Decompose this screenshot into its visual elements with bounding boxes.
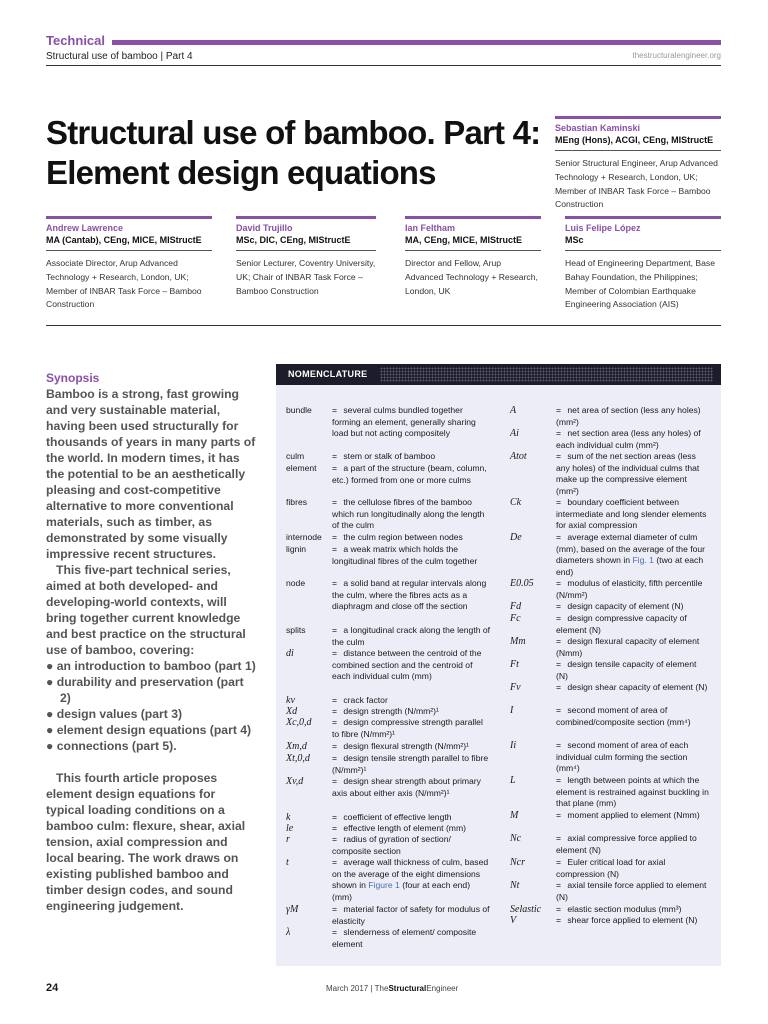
nomenclature-row [286, 904, 491, 927]
equals-sign: = [332, 904, 338, 914]
nomenclature-definition [556, 810, 710, 822]
nomenclature-definition [332, 532, 491, 544]
author-bar [565, 216, 721, 219]
author-bio: Director and Fellow, Arup Advanced Technology + Research, London, UK [405, 258, 538, 296]
definition-text: effective length of element (mm) [341, 823, 466, 833]
definition-text: coefficient of effective length [341, 812, 452, 822]
nomenclature-definition [332, 695, 491, 707]
definition-text: a weak matrix which holds the longitudinal fibres of the culm together [332, 544, 478, 566]
author-bar [405, 216, 541, 219]
nomenclature-term: Xv,d [286, 776, 304, 787]
equals-sign: = [332, 717, 338, 727]
nomenclature-term: Ck [510, 497, 522, 508]
nomenclature-definition [556, 915, 710, 927]
nomenclature-row [286, 497, 491, 532]
definition-text: axial tensile force applied to element (N) [556, 880, 707, 902]
nomenclature-row [510, 904, 710, 916]
nomenclature-term: le [286, 823, 294, 834]
nomenclature-row [510, 705, 710, 728]
footer-credit: March 2017 | TheStructuralEngineer [326, 984, 459, 993]
author-block-lopez [565, 216, 721, 312]
nomenclature-term: di [286, 648, 294, 659]
equals-sign: = [556, 428, 562, 438]
nomenclature-row [286, 812, 491, 824]
bullet-icon: ● [46, 739, 57, 753]
author-bio: Senior Structural Engineer, Arup Advanced Technology + Research, London, UK; Member of INBAR Task Force – Bamboo Construction [555, 158, 718, 210]
nomenclature-row [510, 497, 710, 532]
nomenclature-term: A [510, 405, 517, 416]
nomenclature-header [276, 364, 721, 385]
list-item: ● design values (part 3) [46, 707, 183, 721]
equals-sign: = [332, 497, 338, 507]
author-block-kaminski [555, 116, 721, 212]
nomenclature-definition [556, 705, 710, 728]
equals-sign: = [332, 695, 338, 705]
nomenclature-row [510, 810, 710, 822]
nomenclature-definition [332, 812, 491, 824]
nomenclature-term: Xd [286, 706, 298, 717]
definition-text: a longitudinal crack along the length of the culm [332, 625, 491, 647]
nomenclature-term: t [286, 857, 289, 868]
nomenclature-definition [556, 659, 710, 682]
definition-text: a part of the structure (beam, column, etc.) formed from one or more culms [332, 463, 487, 485]
equals-sign: = [332, 823, 338, 833]
nomenclature-row [286, 753, 491, 776]
nomenclature-row [510, 451, 710, 497]
nomenclature-term: γM [286, 904, 299, 915]
equals-sign: = [556, 578, 562, 588]
nomenclature-definition [332, 497, 491, 532]
definition-text: second moment of area of combined/composite section (mm⁴) [556, 705, 691, 727]
page-number: 24 [46, 982, 59, 994]
definition-text: crack factor [341, 695, 388, 705]
nomenclature-term: Xm,d [286, 741, 307, 752]
equals-sign: = [556, 451, 562, 461]
article-title: Structural use of bamboo. Part 4: Element design equations [46, 114, 541, 191]
definition-text: the culm region between nodes [341, 532, 463, 542]
equals-sign: = [556, 810, 562, 820]
synopsis-list [46, 658, 256, 754]
section-divider [46, 325, 721, 326]
nomenclature-row [286, 834, 491, 857]
nomenclature-definition [556, 578, 710, 601]
author-bar [236, 216, 376, 219]
nomenclature-term: element [286, 463, 317, 473]
author-name: Sebastian Kaminski [555, 123, 641, 133]
paragraph-gap [46, 754, 256, 770]
author-bar [46, 216, 212, 219]
section-bar [112, 40, 721, 45]
nomenclature-row [510, 833, 710, 856]
nomenclature-term: Atot [510, 451, 527, 462]
running-header: Structural use of bamboo | Part 4 [46, 51, 193, 62]
definition-text: design flexural capacity of element (Nmm) [556, 636, 700, 658]
nomenclature-row [286, 532, 491, 544]
definition-text: second moment of area of each individual culm forming the section (mm⁴) [556, 740, 689, 773]
nomenclature-term: splits [286, 625, 306, 635]
definition-text: several culms bundled together forming an element, generally sharing load but not acting compositely [332, 405, 476, 438]
nomenclature-term: kv [286, 695, 295, 706]
nomenclature-definition [332, 857, 491, 903]
definition-text: material factor of safety for modulus of elasticity [332, 904, 490, 926]
nomenclature-row [286, 741, 491, 753]
nomenclature-row [286, 857, 491, 903]
nomenclature-row [510, 405, 710, 428]
nomenclature-definition [332, 405, 491, 440]
nomenclature-term: M [510, 810, 519, 821]
author-block-lawrence [46, 216, 212, 312]
definition-text: length between points at which the element is restrained against buckling in that plane (mm) [556, 775, 709, 808]
author-qualifications: MA (Cantab), CEng, MICE, MIStructE [46, 234, 212, 251]
equals-sign: = [556, 880, 562, 890]
equals-sign: = [556, 405, 562, 415]
equals-sign: = [332, 927, 338, 937]
definition-text: design shear strength about primary axis about either axis (N/mm²)¹ [332, 776, 481, 798]
list-item: ● connections (part 5). [46, 739, 177, 753]
nomenclature-definition [332, 927, 491, 950]
definition-text: average wall thickness of culm, based on the average of the eight dimensions shown in [332, 857, 489, 890]
nomenclature-term: Ai [510, 428, 519, 439]
nomenclature-term: fibres [286, 497, 308, 507]
nomenclature-row [286, 625, 491, 648]
nomenclature-term: r [286, 834, 290, 845]
nomenclature-definition [556, 904, 710, 916]
nomenclature-term: Xt,0,d [286, 753, 310, 764]
equals-sign: = [556, 659, 562, 669]
nomenclature-row [286, 405, 491, 440]
nomenclature-definition [556, 601, 710, 613]
equals-sign: = [332, 451, 338, 461]
nomenclature-definition [556, 775, 710, 810]
nomenclature-definition [332, 578, 491, 613]
nomenclature-term: Nt [510, 880, 520, 891]
nomenclature-term: Fd [510, 601, 522, 612]
nomenclature-term: node [286, 578, 306, 588]
nomenclature-definition [556, 451, 710, 497]
nomenclature-term: Nc [510, 833, 522, 844]
nomenclature-box [276, 364, 721, 966]
equals-sign: = [332, 625, 338, 635]
site-url[interactable]: thestructuralengineer.org [632, 51, 721, 60]
definition-text: stem or stalk of bamboo [341, 451, 436, 461]
definition-text: boundary coefficient between intermediate and long slender elements for axial compression [556, 497, 707, 530]
nomenclature-definition [556, 497, 710, 532]
author-block-feltham [405, 216, 541, 298]
equals-sign: = [332, 753, 338, 763]
nomenclature-definition [332, 706, 491, 718]
synopsis-heading: Synopsis [46, 371, 100, 385]
definition-text: a solid band at regular intervals along the culm, where the fibres acts as a diaphragm and close off the section [332, 578, 487, 611]
nomenclature-definition [556, 405, 710, 428]
definition-text: radius of gyration of section/ composite section [332, 834, 451, 856]
nomenclature-row [510, 740, 710, 775]
bullet-icon: ● [46, 659, 57, 673]
nomenclature-row [510, 775, 710, 810]
nomenclature-definition [556, 532, 710, 578]
nomenclature-term: internode [286, 532, 322, 542]
nomenclature-definition [332, 463, 491, 486]
bullet-icon: ● [46, 723, 57, 737]
nomenclature-row [510, 613, 710, 636]
nomenclature-title: NOMENCLATURE [288, 369, 368, 379]
equals-sign: = [332, 578, 338, 588]
nomenclature-definition [332, 451, 491, 463]
author-block-trujillo [236, 216, 376, 298]
list-item: ● an introduction to bamboo (part 1) [46, 659, 256, 673]
nomenclature-row [510, 601, 710, 613]
nomenclature-definition [332, 717, 491, 740]
nomenclature-definition [332, 544, 491, 567]
nomenclature-row [286, 717, 491, 740]
nomenclature-row [286, 927, 491, 950]
definition-text: design tensile strength parallel to fibre (N/mm²)¹ [332, 753, 489, 775]
nomenclature-definition [332, 776, 491, 799]
equals-sign: = [332, 776, 338, 786]
nomenclature-definition [556, 428, 710, 451]
list-item: ● element design equations (part 4) [46, 723, 252, 737]
definition-text: distance between the centroid of the combined section and the centroid of each individual culm (mm) [332, 648, 482, 681]
author-name: Luis Felipe López [565, 223, 641, 233]
equals-sign: = [332, 648, 338, 658]
equals-sign: = [556, 833, 562, 843]
nomenclature-row [510, 532, 710, 578]
nomenclature-row [286, 776, 491, 799]
author-qualifications: MA, CEng, MICE, MIStructE [405, 234, 541, 251]
definition-text: design capacity of element (N) [565, 601, 684, 611]
author-qualifications: MSc, DIC, CEng, MIStructE [236, 234, 376, 251]
equals-sign: = [556, 857, 562, 867]
nomenclature-term: Fc [510, 613, 521, 624]
figure-link[interactable]: Figure 1 [368, 880, 400, 890]
equals-sign: = [332, 532, 338, 542]
nomenclature-term: Ii [510, 740, 517, 751]
definition-text: axial compressive force applied to element (N) [556, 833, 697, 855]
equals-sign: = [556, 613, 562, 623]
nomenclature-definition [556, 682, 710, 694]
figure-link[interactable]: Fig. 1 [632, 555, 654, 565]
author-qualifications: MEng (Hons), ACGI, CEng, MIStructE [555, 134, 721, 151]
nomenclature-row [510, 880, 710, 903]
nomenclature-definition [556, 880, 710, 903]
nomenclature-term: bundle [286, 405, 312, 415]
nomenclature-definition [332, 753, 491, 776]
nomenclature-term: lignin [286, 544, 307, 554]
definition-text: (four at each end) (mm) [332, 880, 471, 902]
author-bio: Head of Engineering Department, Base Bahay Foundation, the Philippines; Member of Colombian Earthquake Engineering Association (AIS) [565, 258, 716, 310]
author-bar [555, 116, 721, 119]
definition-text: net area of section (less any holes) (mm²) [556, 405, 701, 427]
nomenclature-row [510, 428, 710, 451]
equals-sign: = [332, 857, 338, 867]
definition-text: design strength (N/mm²)¹ [341, 706, 439, 716]
definition-text: moment applied to element (Nmm) [565, 810, 700, 820]
equals-sign: = [556, 904, 562, 914]
equals-sign: = [556, 775, 562, 785]
author-name: Andrew Lawrence [46, 223, 124, 233]
synopsis-paragraph: Bamboo is a strong, fast growing and very sustainable material, having been used structurally for thousands of years in many parts of the world. In modern times, it has the potential to be an aesthetically pleasing and cost-competitive alternative to more conventional materials, such as timber, as demonstrated by some visually impressive recent structures. [46, 387, 256, 561]
nomenclature-definition [556, 636, 710, 659]
nomenclature-row [510, 659, 710, 682]
definition-text: sum of the net section areas (less any holes) of the individual culms that make up the compressive element (mm²) [556, 451, 700, 496]
equals-sign: = [556, 497, 562, 507]
author-name: Ian Feltham [405, 223, 456, 233]
nomenclature-row [286, 578, 491, 613]
nomenclature-row [510, 636, 710, 659]
definition-text: shear force applied to element (N) [565, 915, 698, 925]
nomenclature-term: Xc,0,d [286, 717, 312, 728]
nomenclature-row [510, 915, 710, 927]
nomenclature-term: E0.05 [510, 578, 534, 589]
nomenclature-row [286, 451, 491, 463]
synopsis-body [46, 386, 256, 914]
definition-text: design compressive capacity of element (N) [556, 613, 687, 635]
nomenclature-row [286, 706, 491, 718]
author-bio: Senior Lecturer, Coventry University, UK; Chair of INBAR Task Force – Bamboo Construction [236, 258, 376, 296]
definition-text: design tensile capacity of element (N) [556, 659, 697, 681]
author-name: David Trujillo [236, 223, 293, 233]
equals-sign: = [332, 834, 338, 844]
nomenclature-term: De [510, 532, 522, 543]
definition-text: (two at each end) [556, 555, 704, 577]
nomenclature-definition [332, 834, 491, 857]
nomenclature-term: Fv [510, 682, 521, 693]
definition-text: modulus of elasticity, fifth percentile (N/mm²) [556, 578, 703, 600]
equals-sign: = [332, 706, 338, 716]
equals-sign: = [332, 741, 338, 751]
synopsis-paragraph: This five-part technical series, aimed at both developed- and developing-world contexts, will bring together current knowledge and best practice on the structural use of bamboo, covering: [46, 563, 246, 657]
nomenclature-definition [556, 613, 710, 636]
nomenclature-term: Mm [510, 636, 526, 647]
definition-text: Euler critical load for axial compression (N) [556, 857, 666, 879]
nomenclature-definition [332, 648, 491, 683]
equals-sign: = [556, 636, 562, 646]
equals-sign: = [332, 812, 338, 822]
equals-sign: = [556, 682, 562, 692]
header-divider [46, 65, 721, 66]
nomenclature-term: Ncr [510, 857, 525, 868]
nomenclature-row [286, 695, 491, 707]
equals-sign: = [332, 463, 338, 473]
equals-sign: = [556, 915, 562, 925]
nomenclature-row [510, 578, 710, 601]
definition-text: design flexural strength (N/mm²)¹ [341, 741, 469, 751]
equals-sign: = [556, 740, 562, 750]
definition-text: average external diameter of culm (mm), based on the average of the four diameters shown in [556, 532, 706, 565]
nomenclature-definition [556, 740, 710, 775]
nomenclature-term: λ [286, 927, 291, 938]
nomenclature-term: L [510, 775, 516, 786]
definition-text: design shear capacity of element (N) [565, 682, 708, 692]
nomenclature-term: Selastic [510, 904, 542, 915]
author-bio: Associate Director, Arup Advanced Technology + Research, London, UK; Member of INBAR Task Force – Bamboo Construction [46, 258, 202, 310]
nomenclature-row [286, 463, 491, 486]
nomenclature-row [510, 682, 710, 694]
definition-text: slenderness of element/ composite element [332, 927, 477, 949]
nomenclature-term: V [510, 915, 517, 926]
nomenclature-row [510, 857, 710, 880]
list-item: ● durability and preservation (part 2) [46, 675, 244, 705]
equals-sign: = [332, 544, 338, 554]
section-label: Technical [46, 33, 106, 48]
equals-sign: = [556, 705, 562, 715]
synopsis-paragraph: This fourth article proposes element design equations for typical loading conditions on a bamboo culm: flexure, shear, axial tension, axial compression and local bearing. The work draws on existing published bamboo and timber design codes, and sound engineering judgement. [46, 771, 246, 913]
nomenclature-definition [332, 625, 491, 648]
equals-sign: = [332, 405, 338, 415]
bullet-icon: ● [46, 675, 57, 689]
nomenclature-definition [332, 823, 491, 835]
equals-sign: = [556, 532, 562, 542]
nomenclature-term: culm [286, 451, 305, 461]
nomenclature-row [286, 648, 491, 683]
nomenclature-definition [556, 857, 710, 880]
author-qualifications: MSc [565, 234, 721, 251]
dot-pattern [380, 367, 713, 382]
definition-text: elastic section modulus (mm³) [565, 904, 682, 914]
nomenclature-term: k [286, 812, 291, 823]
nomenclature-row [286, 823, 491, 835]
nomenclature-term: Ft [510, 659, 519, 670]
definition-text: design compressive strength parallel to fibre (N/mm²)¹ [332, 717, 483, 739]
nomenclature-definition [332, 904, 491, 927]
nomenclature-definition [332, 741, 491, 753]
nomenclature-term: I [510, 705, 514, 716]
definition-text: the cellulose fibres of the bamboo which run longitudinally along the length of the culm [332, 497, 485, 530]
definition-text: net section area (less any holes) of each individual culm (mm²) [556, 428, 701, 450]
nomenclature-definition [556, 833, 710, 856]
bullet-icon: ● [46, 707, 57, 721]
nomenclature-row [286, 544, 491, 567]
equals-sign: = [556, 601, 562, 611]
